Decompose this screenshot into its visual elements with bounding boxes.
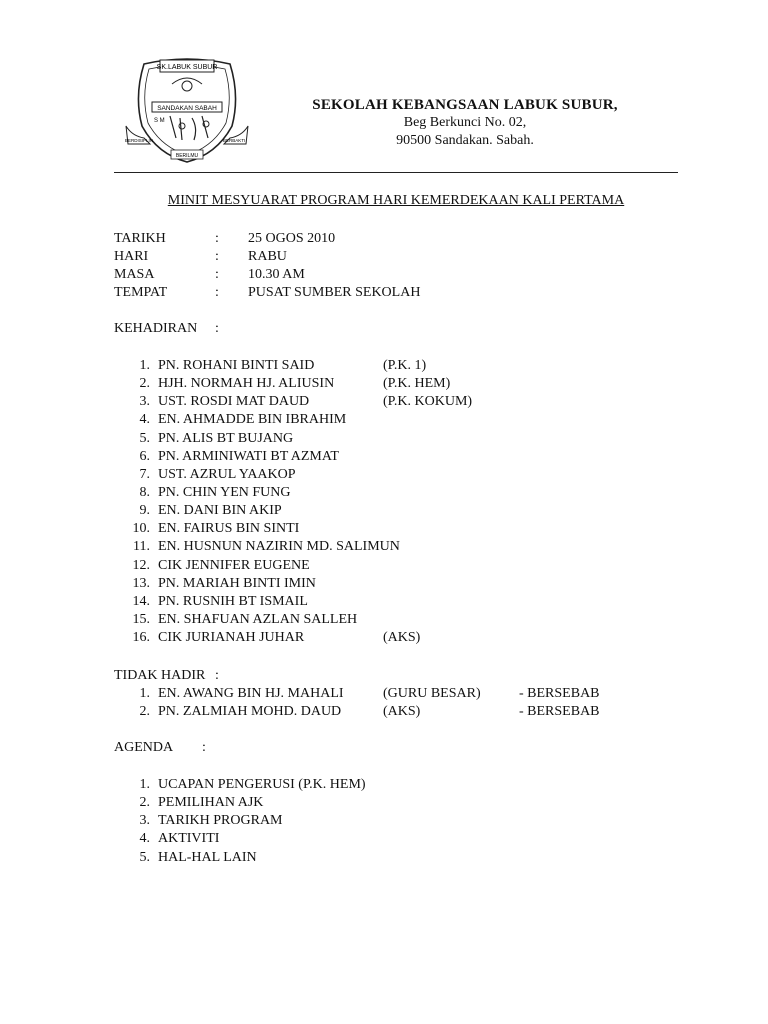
- list-item: 13. PN. MARIAH BINTI IMIN: [132, 575, 316, 591]
- attendance-heading: [114, 320, 254, 338]
- svg-text:S M: S M: [154, 118, 165, 124]
- list-item: 10. EN. FAIRUS BIN SINTI: [132, 521, 300, 537]
- info-value: 25 OGOS 2010: [248, 231, 336, 246]
- absent-heading: [114, 667, 254, 685]
- info-colon: :: [215, 231, 219, 246]
- info-row-time: [114, 266, 614, 284]
- info-label: MASA: [114, 267, 155, 282]
- absent-heading-colon: :: [215, 668, 219, 683]
- list-item: 4. AKTIVITI: [139, 831, 220, 847]
- school-crest-logo: [122, 56, 252, 166]
- list-item: 3. TARIKH PROGRAM: [139, 813, 283, 829]
- list-item: 5. PN. ALIS BT BUJANG: [139, 430, 294, 446]
- list-item: 6. PN. ARMINIWATI BT AZMAT: [139, 448, 339, 464]
- info-label: HARI: [114, 249, 149, 264]
- agenda-list: [114, 776, 674, 867]
- svg-text:BERDISIPLIN: BERDISIPLIN: [125, 138, 154, 143]
- info-row-venue: [114, 284, 614, 302]
- attendance-list: [114, 357, 674, 647]
- info-colon: :: [215, 249, 219, 264]
- list-item: 16. CIK JURIANAH JUHAR (AKS): [132, 630, 421, 646]
- address-line-2: 90500 Sandakan. Sabah.: [396, 133, 534, 148]
- list-item: 11. EN. HUSNUN NAZIRIN MD. SALIMUN: [133, 539, 400, 555]
- svg-text:SK.LABUK SUBUR: SK.LABUK SUBUR: [156, 64, 218, 71]
- list-item: 4. EN. AHMADDE BIN IBRAHIM: [139, 412, 347, 428]
- list-item: 3. UST. ROSDI MAT DAUD (P.K. KOKUM): [139, 394, 473, 410]
- attendance-heading-label: KEHADIRAN: [114, 321, 198, 336]
- info-value: RABU: [248, 249, 287, 264]
- address-line-1: Beg Berkunci No. 02,: [403, 115, 527, 130]
- svg-text:BERILMU: BERILMU: [175, 153, 199, 159]
- list-item: 15. EN. SHAFUAN AZLAN SALLEH: [132, 611, 358, 627]
- list-item: 14. PN. RUSNIH BT ISMAIL: [132, 593, 308, 609]
- agenda-heading-colon: :: [202, 740, 206, 755]
- list-item: 9. EN. DANI BIN AKIP: [139, 503, 282, 519]
- school-name: SEKOLAH KEBANGSAAN LABUK SUBUR,: [312, 97, 618, 113]
- list-item: 2. HJH. NORMAH HJ. ALIUSIN (P.K. HEM): [139, 376, 451, 392]
- info-value: PUSAT SUMBER SEKOLAH: [248, 285, 421, 300]
- agenda-heading: [114, 739, 254, 757]
- list-item: 8. PN. CHIN YEN FUNG: [139, 484, 291, 500]
- svg-text:SANDAKAN SABAH: SANDAKAN SABAH: [157, 105, 217, 112]
- list-item: 1. EN. AWANG BIN HJ. MAHALI (GURU BESAR) - BERSEBAB: [139, 686, 600, 701]
- attendance-heading-colon: :: [215, 321, 219, 336]
- info-row-day: [114, 248, 614, 266]
- info-label: TARIKH: [114, 231, 166, 246]
- list-item: 5. HAL-HAL LAIN: [139, 849, 257, 865]
- info-row-date: [114, 230, 614, 248]
- header-divider: [114, 172, 678, 173]
- absent-list: [114, 685, 674, 721]
- agenda-heading-label: AGENDA: [114, 740, 174, 755]
- meeting-info: [114, 230, 614, 302]
- list-item: 2. PN. ZALMIAH MOHD. DAUD (AKS) - BERSEBAB: [139, 704, 600, 720]
- school-header: [300, 96, 630, 150]
- svg-text:BERBAKTI: BERBAKTI: [223, 138, 246, 143]
- info-colon: :: [215, 285, 219, 300]
- list-item: 7. UST. AZRUL YAAKOP: [139, 466, 296, 482]
- absent-heading-label: TIDAK HADIR: [114, 668, 206, 683]
- info-colon: :: [215, 267, 219, 282]
- list-item: 2. PEMILIHAN AJK: [139, 795, 264, 811]
- info-label: TEMPAT: [114, 285, 168, 300]
- list-item: 12. CIK JENNIFER EUGENE: [132, 557, 310, 573]
- list-item: 1. PN. ROHANI BINTI SAID (P.K. 1): [139, 358, 427, 373]
- list-item: 1. UCAPAN PENGERUSI (P.K. HEM): [139, 777, 366, 792]
- document-title: MINIT MESYUARAT PROGRAM HARI KEMERDEKAAN KALI PERTAMA: [167, 193, 625, 208]
- info-value: 10.30 AM: [248, 267, 305, 282]
